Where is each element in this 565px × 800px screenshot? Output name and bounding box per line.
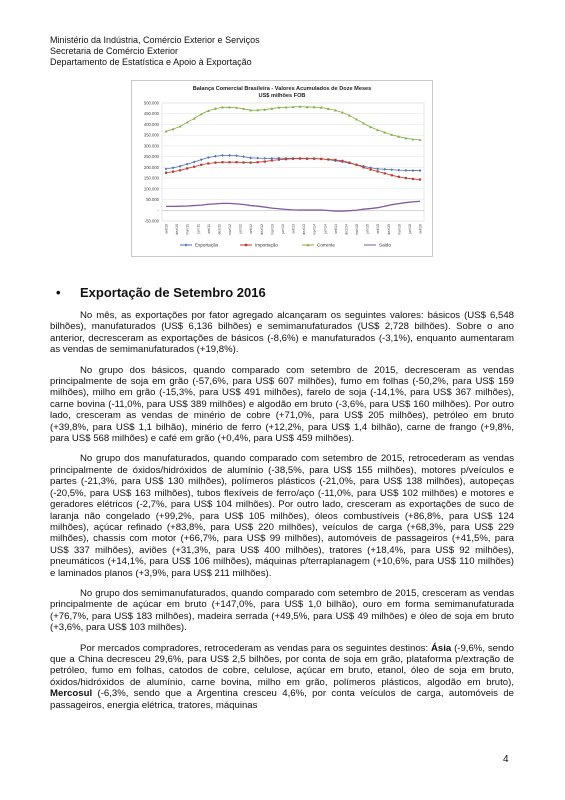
data-point <box>214 162 216 164</box>
x-tick-label: set/16 <box>418 224 423 234</box>
x-tick-label: mar/15 <box>355 224 359 236</box>
header-ministry: Ministério da Indústria, Comércio Exterior e Serviços <box>50 35 260 45</box>
data-point <box>292 158 294 160</box>
data-point <box>362 166 364 168</box>
data-point <box>242 161 244 163</box>
data-point <box>398 176 400 178</box>
data-point <box>186 163 189 166</box>
x-tick-label: dez/15 <box>386 224 391 235</box>
data-point <box>264 160 266 162</box>
section-title: Exportação de Setembro 2016 <box>80 285 266 300</box>
data-point <box>165 172 167 174</box>
chart-title: Balança Comercial Brasileira - Valores Acumulados de Doze Meses <box>192 86 372 92</box>
data-point <box>412 178 414 180</box>
y-tick-label: 150.000 <box>143 175 159 181</box>
x-tick-label: dez/10 <box>175 224 180 235</box>
y-tick-label: 200.000 <box>143 164 159 170</box>
data-point <box>214 155 217 158</box>
paragraph-semimanufactured: No grupo dos semimanufaturados, quando comparado com setembro de 2015, cresceram as vendas principalmente de açúcar em bruto (+147,0%, para US$ 1,0 bilhão), ouro em forma semimanufaturada (+76,7%, para US$ 183 milhões), madeira serrada (+49,5%, para US$ 49 milhões) e óleo de soja em bruto (+3,6%, para US$ 103 milhões). <box>50 587 514 634</box>
data-point <box>256 157 259 160</box>
x-tick-label: mar/13 <box>270 224 275 236</box>
data-point <box>200 164 202 166</box>
y-tick-label: 400.000 <box>143 121 159 127</box>
data-point <box>271 159 273 161</box>
y-tick-label: - <box>157 207 159 213</box>
x-tick-label: mar/14 <box>312 224 317 236</box>
chart-y-axis <box>144 101 160 224</box>
y-tick-label: 450.000 <box>143 111 159 117</box>
series-line-corrente <box>166 107 420 140</box>
x-tick-label: set/15 <box>376 224 381 234</box>
data-point <box>419 169 422 172</box>
data-point <box>348 162 350 164</box>
x-tick-label: mar/12 <box>228 224 232 236</box>
data-point <box>405 177 407 179</box>
data-point <box>327 158 329 160</box>
data-point <box>313 158 315 160</box>
x-tick-label: mar/11 <box>185 224 190 235</box>
x-tick-label: mar/16 <box>397 224 402 236</box>
chart-x-axis <box>165 224 423 235</box>
data-point <box>299 157 301 159</box>
legend-label: Exportação <box>195 242 219 248</box>
data-point <box>221 154 224 157</box>
x-tick-label: jun/15 <box>365 224 370 234</box>
data-point <box>172 166 175 169</box>
chart-legend <box>180 243 391 248</box>
chart-grid <box>162 103 424 221</box>
paragraph-manufactured: No grupo dos manufaturados, quando comparado com setembro de 2015, retrocederam as vendas principalmente de óxidos/hidróxidos de alumínio (-38,5%, para US$ 155 milhões), motores p/veículos e partes (-21,3%, para US$ 130 milhões), polímeros plásticos (-21,0%, para US$ 138 milhões), autopeças (-20,5%, para US$ 163 milhões), tubos flexíveis de ferro/aço (-11,0%, para US$ 102 milhões) e motores e geradores elétricos (-2,7%, para US$ 104 milhões). Por outro lado, cresceram as exportações de suco de laranja não congelado (+99,2%, para US$ 105 milhões), óleos combustíveis (+86,8%, para US$ 124 milhões), açúcar refinado (+83,8%, para US$ 220 milhões), veículos de carga (+68,3%, para US$ 229 milhões), chassis com motor (+66,7%, para US$ 99 milhões), automóveis de passageiros (+41,5%, para US$ 337 milhões), aviões (+31,3%, para US$ 400 milhões), tratores (+18,4%, para US$ 92 milhões), pneumáticos (+14,1%, para US$ 106 milhões), máquinas p/terraplanagem (+10,6%, para US$ 110 milhões) e laminados planos (+3,9%, para US$ 211 milhões). <box>50 453 514 579</box>
y-tick-label: 300.000 <box>143 143 159 149</box>
data-point <box>186 167 188 169</box>
data-point <box>278 159 280 161</box>
data-point <box>384 172 386 174</box>
legend-label: Importação <box>255 242 278 248</box>
x-tick-label: dez/14 <box>344 224 349 235</box>
markets-text-1: Por mercados compradores, retrocederam as vendas para os seguintes destinos: <box>80 642 431 654</box>
x-tick-label: jun/13 <box>280 224 285 234</box>
x-tick-label: set/10 <box>164 224 169 234</box>
bullet-icon: • <box>56 285 61 300</box>
data-point <box>172 171 174 173</box>
plot-area-frame <box>162 103 424 221</box>
legend-marker <box>245 244 247 246</box>
x-tick-label: set/14 <box>333 224 338 234</box>
data-point <box>369 168 371 170</box>
market-asia: Ásia <box>430 642 452 654</box>
paragraph-markets <box>50 643 514 711</box>
data-point <box>228 154 231 157</box>
market-mercosul: Mercosul <box>50 688 93 700</box>
document-header <box>50 35 260 68</box>
header-secretariat: Secretaria de Comércio Exterior <box>50 46 179 56</box>
data-point <box>257 161 259 163</box>
data-point <box>391 174 393 176</box>
data-point <box>242 155 245 158</box>
data-point <box>390 168 393 171</box>
data-point <box>221 161 223 163</box>
data-point <box>355 164 357 166</box>
data-point <box>235 161 237 163</box>
data-point <box>179 169 181 171</box>
data-point <box>207 162 209 164</box>
data-point <box>383 168 386 171</box>
trade-balance-chart <box>131 80 433 257</box>
data-point <box>306 158 308 160</box>
data-point <box>165 167 168 170</box>
y-tick-label: -50.000 <box>144 218 159 224</box>
y-tick-label: 100.000 <box>143 186 159 192</box>
data-point <box>285 158 287 160</box>
markets-text-3: (-6,3%, sendo que a Argentina cresceu 4,6%, por conta veículos de carga, automóveis de passageiros, energia elétrica, tratores, máquinas <box>50 688 514 711</box>
paragraph-basics: No grupo dos básicos, quando comparado com setembro de 2015, decresceram as vendas principalmente de soja em grão (-57,6%, para US$ 607 milhões), fumo em folhas (-50,2%, para US$ 159 milhões), milho em grão (-15,3%, para US$ 491 milhões), farelo de soja (-14,1%, para US$ 367 milhões), carne bovina (-11,0%, para US$ 389 milhões) e algodão em bruto (-3,6%, para US$ 160 milhões). Por outro lado, cresceram as vendas de minério de cobre (+71,0%, para US$ 205 milhões), petróleo em bruto (+39,8%, para US$ 1,1 bilhão), minério de ferro (+12,2%, para US$ 1,4 bilhão), carne de frango (+9,8%, para US$ 568 milhões) e café em grão (+0,4%, para US$ 459 milhões). <box>50 364 514 445</box>
y-tick-label: 250.000 <box>143 154 159 160</box>
data-point <box>193 166 195 168</box>
markets-text-2: (-9,6%, sendo que a China decresceu 29,6%, para US$ 2,5 bilhões, por conta de soja em grão, plataforma p/extração de petróleo, fumo em folhas, catodos de cobre, celulose, açúcar em bruto, etanol, óleo de soja em bruto, óxidos/hidróxidos de alumínio, carne bovina, milho em grão, polímeros plásticos, algodão em bruto), <box>50 642 514 688</box>
data-point <box>397 169 400 172</box>
body-text <box>50 310 514 720</box>
x-tick-label: jun/16 <box>407 224 412 234</box>
paragraph-factors: No mês, as exportações por fator agregado alcançaram os seguintes valores: básicos (US$ 6,548 bilhões), manufaturados (US$ 6,136 bilhões) e semimanufaturados (US$ 2,728 bilhões). Sobre o ano anterior, decresceram as exportações de básicos (-8,6%) e manufaturados (-3,1%), enquanto aumentaram as vendas de semimanufaturados (+19,8%). <box>50 310 514 356</box>
data-point <box>334 159 336 161</box>
y-tick-label: 50.000 <box>146 197 159 203</box>
x-tick-label: dez/12 <box>259 224 264 235</box>
data-point <box>419 178 421 180</box>
data-point <box>376 167 379 170</box>
data-point <box>200 158 203 161</box>
data-point <box>228 161 230 163</box>
data-point <box>320 158 322 160</box>
data-point <box>270 157 273 160</box>
y-tick-label: 350.000 <box>143 132 159 138</box>
data-point <box>404 169 407 172</box>
x-tick-label: set/12 <box>249 224 254 234</box>
page-number: 4 <box>503 754 509 765</box>
data-point <box>341 160 343 162</box>
chart-subtitle: US$ milhões FOB <box>258 93 306 99</box>
data-point <box>263 157 266 160</box>
x-tick-label: dez/11 <box>217 224 222 235</box>
legend-label: Corrente <box>317 242 335 248</box>
y-tick-label: 500.000 <box>143 100 159 106</box>
x-tick-label: set/13 <box>291 224 296 234</box>
x-tick-label: jun/14 <box>323 224 328 234</box>
data-point <box>250 162 252 164</box>
x-tick-label: dez/13 <box>302 224 307 235</box>
header-department: Departamento de Estatística e Apoio à Exportação <box>50 57 252 67</box>
data-point <box>412 169 415 172</box>
data-point <box>377 170 379 172</box>
legend-marker <box>185 244 188 247</box>
x-tick-label: jun/12 <box>238 224 243 234</box>
data-point <box>193 161 196 164</box>
x-tick-label: jun/11 <box>196 224 201 234</box>
legend-label: Saldo <box>379 242 391 248</box>
chart-series-group <box>165 105 422 211</box>
data-point <box>249 157 252 160</box>
chart-svg <box>132 81 432 256</box>
x-tick-label: set/11 <box>206 224 211 234</box>
series-line-saldo <box>166 201 420 211</box>
